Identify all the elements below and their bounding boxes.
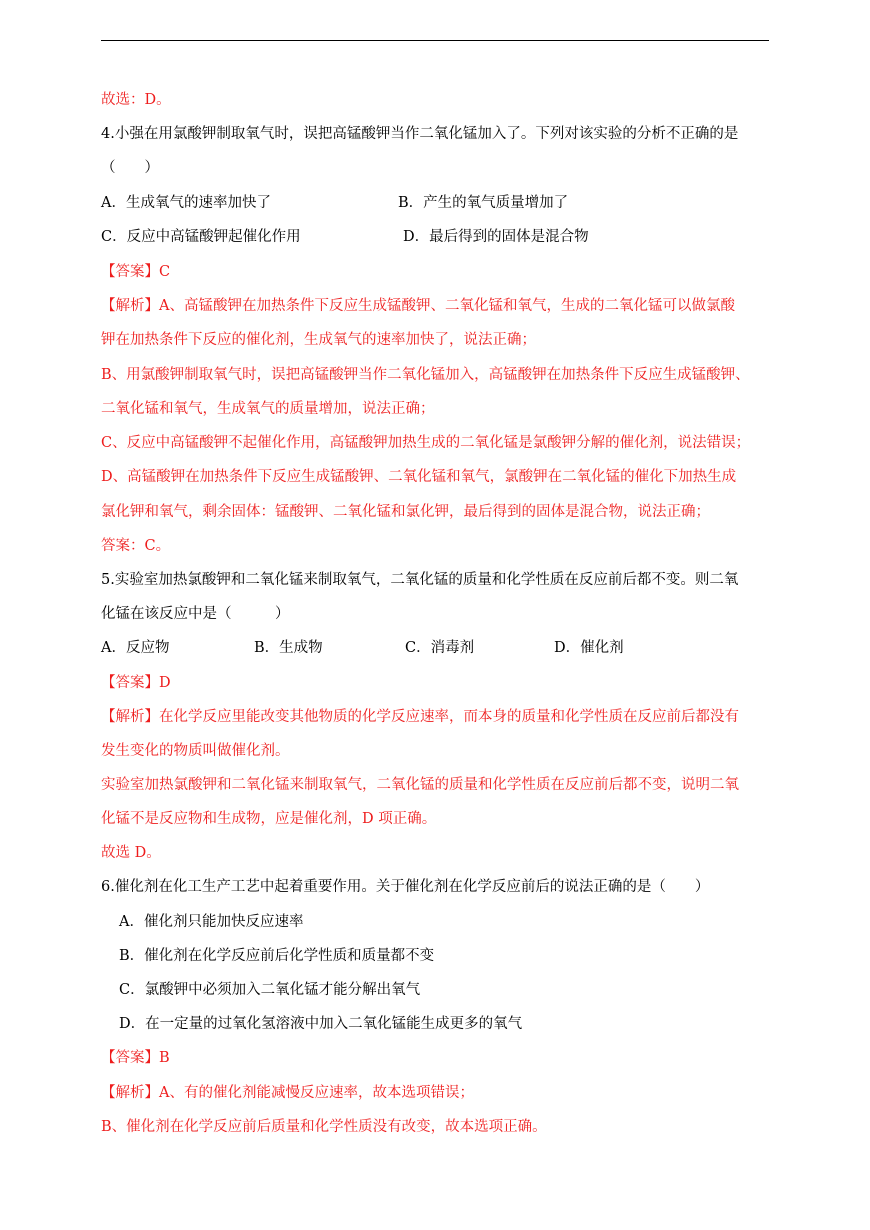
q5-stem-line-2: 化锰在该反应中是（ ） [101, 606, 290, 622]
q4-option-c: C．反应中高锰酸钾起催化作用 [101, 229, 301, 245]
q5-option-d: D．催化剂 [554, 640, 624, 656]
q4-stem-line-2: （ ） [101, 160, 159, 176]
q4-stem-line-1: 4.小强在用氯酸钾制取氧气时，误把高锰酸钾当作二氧化锰加入了。下列对该实验的分析不正确的是 [101, 126, 739, 142]
q6-explanation-1: 【解析】A、有的催化剂能减慢反应速率，故本选项错误； [101, 1085, 474, 1101]
q5-answer: 【答案】D [101, 675, 171, 691]
q4-option-b: B．产生的氧气质量增加了 [398, 195, 569, 211]
q4-explanation-4: 二氧化锰和氧气，生成氧气的质量增加，说法正确； [101, 401, 435, 417]
q5-explanation-2: 发生变化的物质叫做催化剂。 [101, 743, 290, 759]
q6-option-c: C．氯酸钾中必须加入二氧化锰才能分解出氧气 [119, 982, 421, 998]
q6-option-a: A．催化剂只能加快反应速率 [119, 914, 304, 930]
q4-explanation-5: C、反应中高锰酸钾不起催化作用，高锰酸钾加热生成的二氧化锰是氯酸钾分解的催化剂，说法错误； [101, 435, 751, 451]
q4-explanation-2: 钾在加热条件下反应的催化剂，生成氧气的速率加快了，说法正确； [101, 332, 536, 348]
q4-explanation-6: D、高锰酸钾在加热条件下反应生成锰酸钾、二氧化锰和氧气，氯酸钾在二氧化锰的催化下加热生成 [101, 469, 737, 485]
q6-explanation-2: B、催化剂在化学反应前后质量和化学性质没有改变，故本选项正确。 [101, 1119, 547, 1135]
q4-option-d: D．最后得到的固体是混合物 [403, 229, 589, 245]
q6-stem: 6.催化剂在化工生产工艺中起着重要作用。关于催化剂在化学反应前后的说法正确的是（ ） [101, 879, 710, 895]
q6-answer: 【答案】B [101, 1050, 170, 1066]
q5-explanation-1: 【解析】在化学反应里能改变其他物质的化学反应速率，而本身的质量和化学性质在反应前后都没有 [101, 709, 739, 725]
prev-answer-conclusion: 故选：D。 [101, 92, 171, 108]
q4-option-a: A．生成氧气的速率加快了 [101, 195, 271, 211]
q5-option-c: C．消毒剂 [405, 640, 475, 656]
q5-stem-line-1: 5.实验室加热氯酸钾和二氧化锰来制取氧气，二氧化锰的质量和化学性质在反应前后都不变。则二氧 [101, 572, 739, 588]
q4-conclusion: 答案：C。 [101, 538, 171, 554]
q6-option-b: B．催化剂在化学反应前后化学性质和质量都不变 [119, 948, 435, 964]
header-rule [101, 40, 769, 41]
q5-explanation-3: 实验室加热氯酸钾和二氧化锰来制取氧气，二氧化锰的质量和化学性质在反应前后都不变，说明二氧 [101, 777, 739, 793]
q5-explanation-4: 化锰不是反应物和生成物，应是催化剂，D 项正确。 [101, 811, 437, 827]
q4-explanation-1: 【解析】A、高锰酸钾在加热条件下反应生成锰酸钾、二氧化锰和氧气，生成的二氧化锰可以做氯酸 [101, 298, 735, 314]
q6-option-d: D．在一定量的过氧化氢溶液中加入二氧化锰能生成更多的氧气 [119, 1016, 523, 1032]
q4-explanation-3: B、用氯酸钾制取氧气时，误把高锰酸钾当作二氧化锰加入，高锰酸钾在加热条件下反应生成锰酸钾、 [101, 367, 750, 383]
q5-conclusion: 故选 D。 [101, 845, 161, 861]
q4-answer: 【答案】C [101, 264, 171, 280]
q4-explanation-7: 氯化钾和氧气，剩余固体：锰酸钾、二氧化锰和氯化钾，最后得到的固体是混合物，说法正确； [101, 504, 710, 520]
q5-option-b: B．生成物 [254, 640, 323, 656]
q5-option-a: A．反应物 [101, 640, 170, 656]
